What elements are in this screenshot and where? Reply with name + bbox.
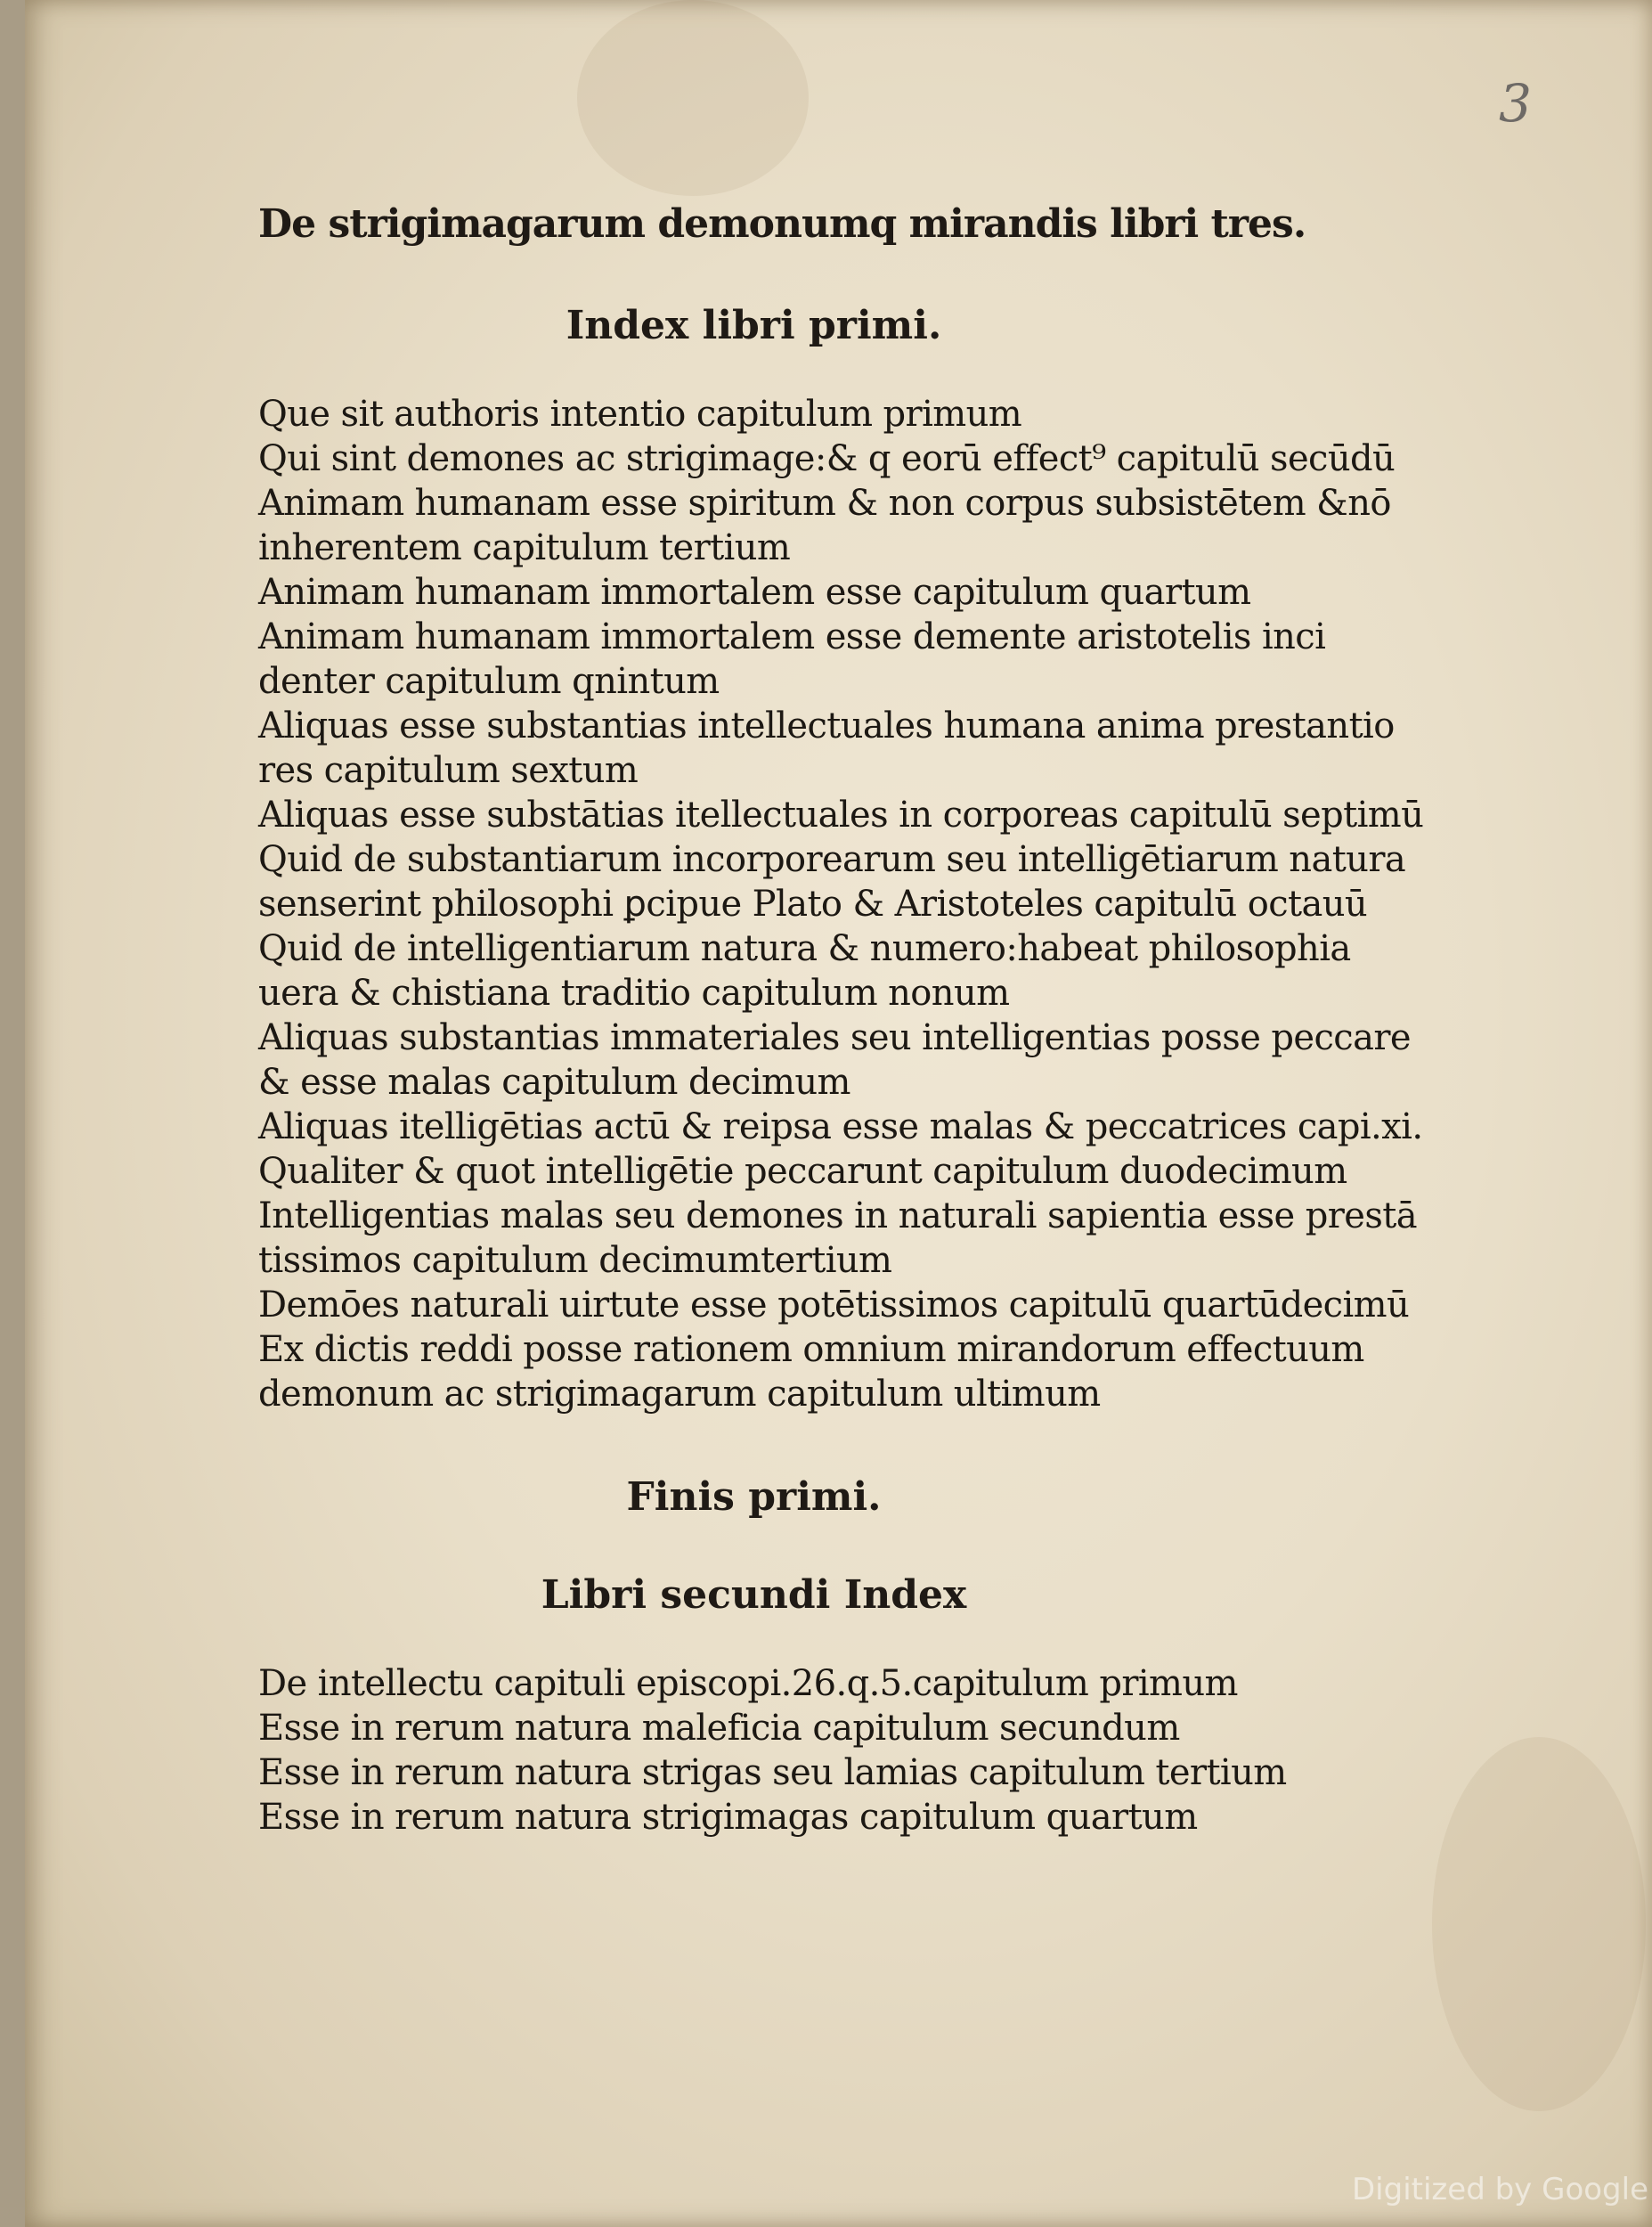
toc-line: inherentem capitulum tertium [258,527,791,568]
toc-line: De intellectu capituli episcopi.26.q.5.capitulum primum [258,1663,1238,1704]
table-of-contents-book-one [258,392,1424,1416]
index-book-two-heading: Libri secundi Index [541,1572,967,1618]
toc-line: tissimos capitulum decimumtertium [258,1240,892,1281]
toc-line: Animam humanam esse spiritum & non corpus subsistētem &nō [258,483,1391,524]
toc-line: Quid de substantiarum incorporearum seu intelligētiarum natura [258,839,1406,880]
book-page [25,0,1652,2227]
paper-stain [1432,1737,1646,2111]
finis-primi: Finis primi. [626,1474,882,1520]
running-title: De strigimagarum demonumq mirandis libri tres. [258,201,1306,247]
digitization-watermark: Digitized by Google [1352,2172,1648,2207]
table-of-contents-book-two [258,1661,1398,1840]
toc-line: & esse malas capitulum decimum [258,1062,850,1103]
toc-line: Ex dictis reddi posse rationem omnium mirandorum effectuum [258,1329,1364,1370]
toc-line: Esse in rerum natura maleficia capitulum secundum [258,1708,1180,1749]
toc-line: Animam humanam immortalem esse demente aristotelis inci [258,616,1326,657]
toc-line: Aliquas itelligētias actū & reipsa esse malas & peccatrices capi.xi. [258,1106,1423,1147]
paper-stain [577,0,809,196]
index-book-one-heading: Index libri primi. [566,303,942,348]
toc-line: Animam humanam immortalem esse capitulum quartum [258,572,1251,613]
toc-line: Intelligentias malas seu demones in naturali sapientia esse prestā [258,1195,1417,1236]
toc-line: res capitulum sextum [258,750,639,791]
toc-line: senserint philosophi ꝑcipue Plato & Aristoteles capitulū octauū [258,884,1368,925]
toc-line: Quid de intelligentiarum natura & numero:habeat philosophia [258,928,1351,969]
toc-line: uera & chistiana traditio capitulum nonum [258,973,1010,1014]
toc-line: Qui sint demones ac strigimage:& q eorū effect⁹ capitulū secūdū [258,438,1396,479]
toc-line: Aliquas esse substātias itellectuales in corporeas capitulū septimū [258,795,1424,836]
toc-line: Demōes naturali uirtute esse potētissimos capitulū quartūdecimū [258,1285,1410,1326]
toc-line: demonum ac strigimagarum capitulum ultimum [258,1374,1101,1415]
toc-line: Esse in rerum natura strigimagas capitulum quartum [258,1797,1198,1838]
toc-line: Aliquas substantias immateriales seu intelligentias posse peccare [258,1017,1411,1058]
toc-line: Aliquas esse substantias intellectuales humana anima prestantio [258,706,1395,746]
page-number: 3 [1499,73,1532,134]
toc-line: Que sit authoris intentio capitulum primum [258,394,1022,435]
toc-line: Qualiter & quot intelligētie peccarunt capitulum duodecimum [258,1151,1347,1192]
toc-line: denter capitulum qnintum [258,661,720,702]
toc-line: Esse in rerum natura strigas seu lamias capitulum tertium [258,1752,1287,1793]
